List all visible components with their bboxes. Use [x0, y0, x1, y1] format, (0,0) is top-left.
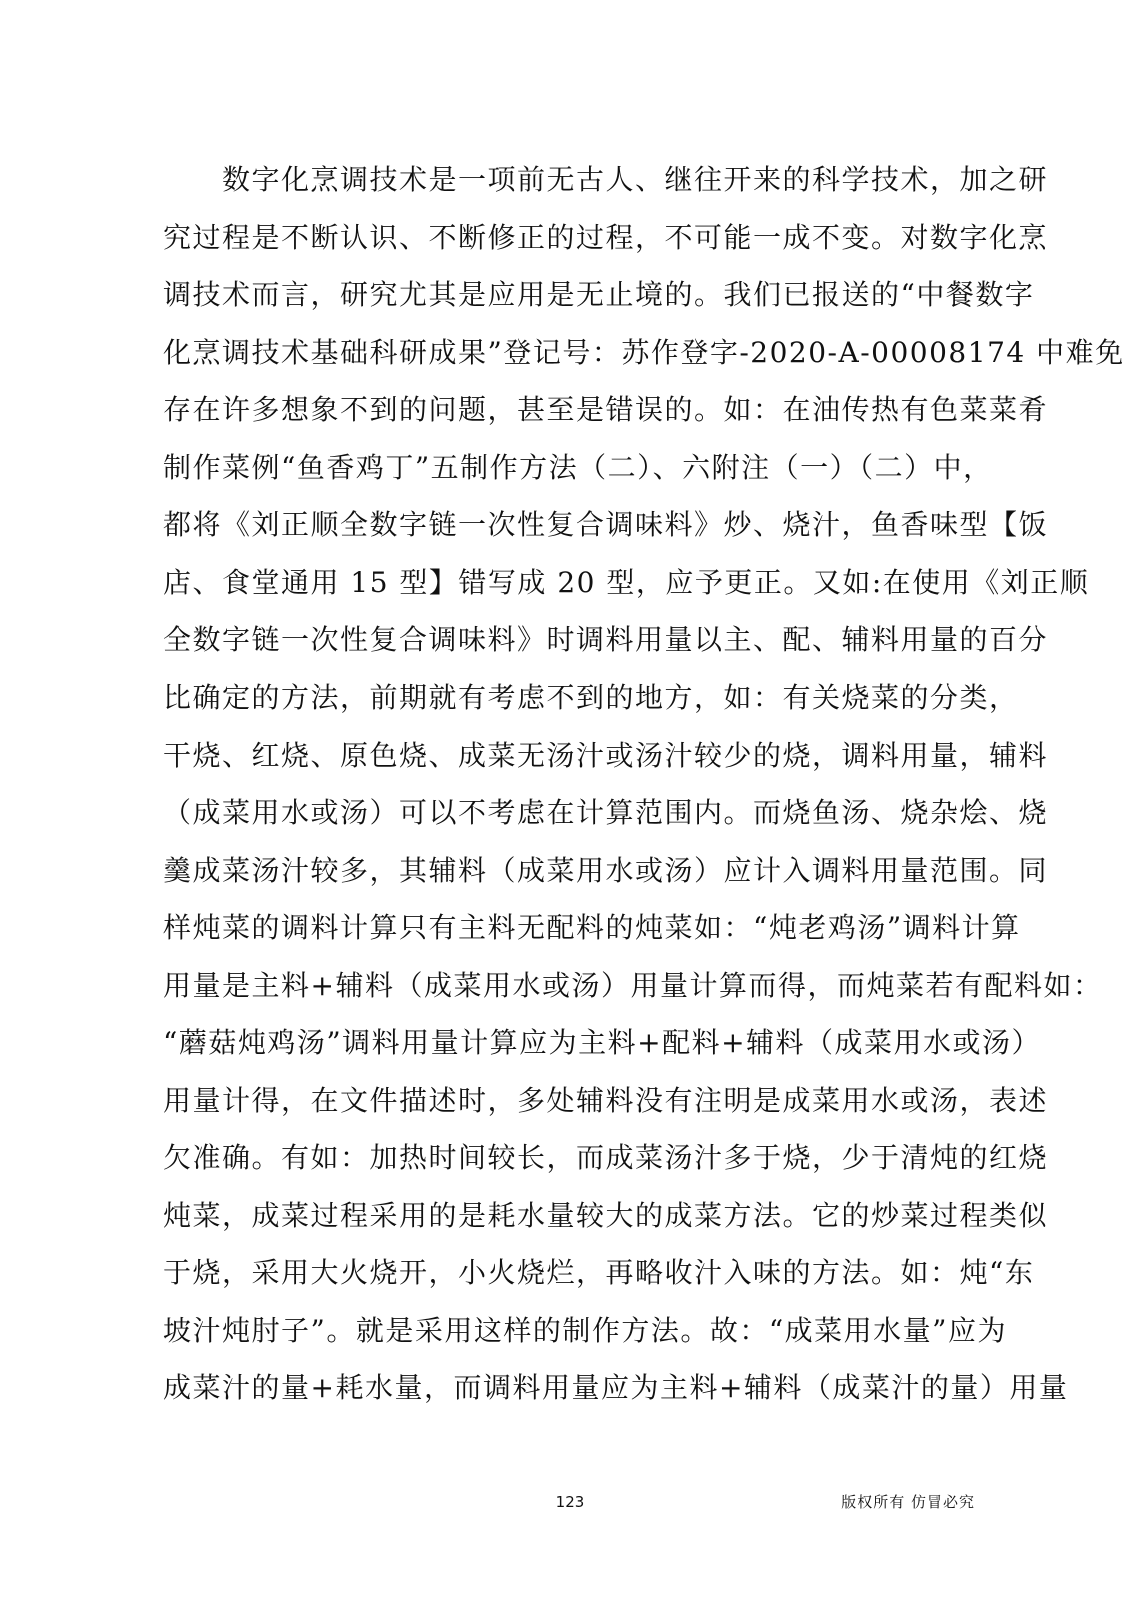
body-line-10: 比确定的方法，前期就有考虑不到的地方，如：有关烧菜的分类，: [163, 681, 1019, 714]
copyright-notice: 版权所有 仿冒必究: [841, 1493, 975, 1511]
body-line-22: 成菜汁的量+耗水量，而调料用量应为主料+辅料（成菜汁的量）用量: [163, 1371, 1069, 1404]
body-line-2: 究过程是不断认识、不断修正的过程，不可能一成不变。对数字化烹: [163, 221, 1049, 254]
body-line-15: 用量是主料+辅料（成菜用水或汤）用量计算而得，而炖菜若有配料如：: [163, 969, 1103, 1002]
body-line-12: （成菜用水或汤）可以不考虑在计算范围内。而烧鱼汤、烧杂烩、烧: [163, 796, 1049, 829]
body-line-3: 调技术而言，研究尤其是应用是无止境的。我们已报送的“中餐数字: [163, 278, 1035, 311]
body-line-5: 存在许多想象不到的问题，甚至是错误的。如：在油传热有色菜菜肴: [163, 393, 1049, 426]
body-line-13: 羹成菜汤汁较多，其辅料（成菜用水或汤）应计入调料用量范围。同: [163, 854, 1049, 887]
page-number: 123: [555, 1493, 585, 1511]
body-line-21: 坡汁炖肘子”。就是采用这样的制作方法。故：“成菜用水量”应为: [163, 1314, 1007, 1347]
body-line-7: 都将《刘正顺全数字链一次性复合调味料》炒、烧汁，鱼香味型【饭: [163, 508, 1049, 541]
body-line-4: 化烹调技术基础科研成果”登记号：苏作登字-2020-A-00008174 中难免: [163, 336, 1125, 369]
body-line-20: 于烧，采用大火烧开，小火烧烂，再略收汁入味的方法。如：炖“东: [163, 1256, 1035, 1289]
body-line-14: 样炖菜的调料计算只有主料无配料的炖菜如：“炖老鸡汤”调料计算: [163, 911, 1021, 944]
body-line-8: 店、食堂通用 15 型】错写成 20 型，应予更正。又如:在使用《刘正顺: [163, 566, 1090, 599]
body-line-19: 炖菜，成菜过程采用的是耗水量较大的成菜方法。它的炒菜过程类似: [163, 1199, 1049, 1232]
body-line-1: 数字化烹调技术是一项前无古人、继往开来的科学技术，加之研: [163, 163, 1049, 196]
body-line-9: 全数字链一次性复合调味料》时调料用量以主、配、辅料用量的百分: [163, 623, 1049, 656]
body-line-11: 干烧、红烧、原色烧、成菜无汤汁或汤汁较少的烧，调料用量，辅料: [163, 739, 1049, 772]
body-line-16: “蘑菇炖鸡汤”调料用量计算应为主料+配料+辅料（成菜用水或汤）: [163, 1026, 1042, 1059]
body-line-17: 用量计得，在文件描述时，多处辅料没有注明是成菜用水或汤，表述: [163, 1084, 1049, 1117]
body-line-6: 制作菜例“鱼香鸡丁”五制作方法（二）、六附注（一）（二）中，: [163, 451, 993, 484]
body-line-18: 欠准确。有如：加热时间较长，而成菜汤汁多于烧，少于清炖的红烧: [163, 1141, 1049, 1174]
